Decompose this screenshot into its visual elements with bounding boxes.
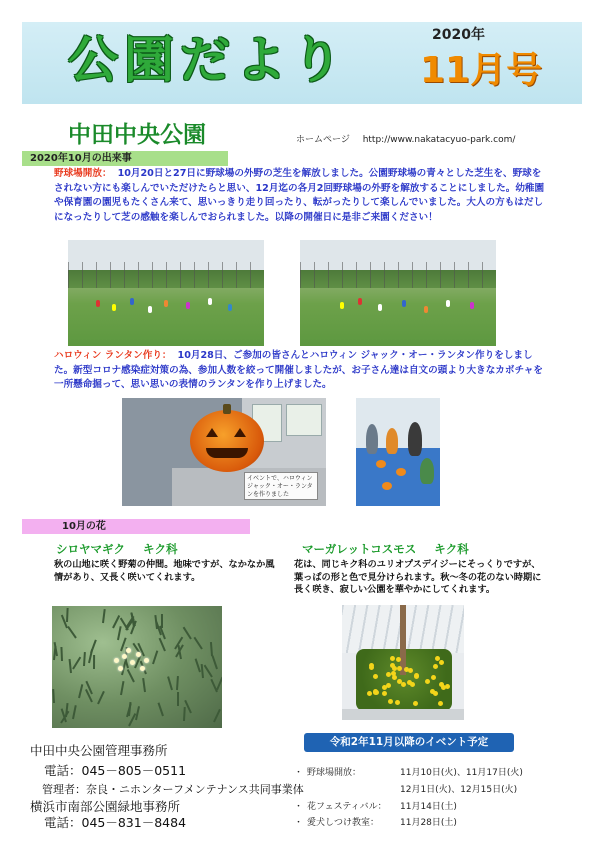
leaf-blade (78, 684, 83, 698)
flower-2-description: 花は、同じキク科のユリオプスデイジーにそっくりですが、葉っぱの形と色で見分けられます。秋～冬の花のない時期に長く咲き、寂しい公園を華やかにしてくれます。 (294, 559, 542, 596)
event-2-bullet: ・ (294, 802, 304, 812)
yellow-flower (388, 699, 393, 704)
leaf-blade (120, 681, 124, 695)
yellow-flower (382, 691, 387, 696)
event-3-name: 愛犬しつけ教室： (307, 818, 380, 828)
event-1-bullet: ・ (294, 768, 304, 778)
leaf-blade (152, 651, 158, 665)
leaf-blade (67, 626, 77, 639)
leaf-blade (194, 658, 200, 672)
yellow-flower (397, 666, 402, 671)
white-flower (140, 666, 145, 671)
event-1-label (294, 765, 361, 778)
baseball-text: 10月20日と27日に野球場の外野の芝生を解放しました。公園野球場の青々とした芝生を、野球をされない方にも楽しんでいただけたらと思い、12月迄の各月2回野球場の外野を解放することにしました。幼稚園や保育園の園児もたくさん来て、思いっきり走り回ったり、転がったりして楽しんでいました。大人の方もはだしになったりして芝の感触を楽しんでおられました。以降の開催日に是非ご来園ください！ (54, 168, 545, 223)
leaf-blade (211, 655, 217, 669)
leaf-blade (72, 705, 77, 719)
leaf-blade (90, 639, 97, 653)
yellow-flower (386, 683, 391, 688)
leaf-blade (213, 709, 221, 723)
halloween-lead: ハロウィン ランタン作り： (54, 350, 172, 361)
office-manager: 管理者：奈良・ニホンターフメンテナンス共同事業体 (42, 783, 304, 796)
white-flower (118, 666, 123, 671)
leaf-blade (60, 647, 63, 661)
office-name-1: 中田中央公園管理事務所 (30, 743, 168, 758)
leaf-blade (117, 626, 122, 640)
event-3-label (294, 815, 379, 828)
event-3-bullet: ・ (294, 818, 304, 828)
baseball-field-photo-2 (300, 240, 496, 346)
event-1-name: 野球場開放： (307, 768, 362, 778)
flower-2-name: マーガレットコスモス (302, 542, 417, 556)
yellow-flower (413, 701, 418, 706)
leaf-blade (183, 626, 192, 639)
office-phone-1: 電話：045－805－0511 (44, 763, 187, 778)
leaf-blade (176, 676, 179, 690)
event-2-name: 花フェスティバル： (307, 802, 387, 812)
yellow-flower (391, 671, 396, 676)
yellow-flower (433, 691, 438, 696)
leaf-blade (177, 692, 179, 706)
flower-2-title (302, 541, 469, 557)
lantern-workshop-photo (356, 398, 440, 506)
leaf-blade (157, 702, 163, 716)
leaf-blade (142, 678, 146, 692)
white-flower (126, 648, 131, 653)
yellow-flower (386, 672, 391, 677)
halloween-text: 10月28日、ご参加の皆さんとハロウィン ジャック・オー・ランタン作りをしました。新型コロナ感染症対策の為、参加人数を絞って開催しましたが、お子さん達は自文の頭より大きなカボチャを一所懸命掘って、思い思いの表情のランタンを作り上げました。 (54, 350, 543, 391)
leaf-blade (193, 637, 202, 650)
office-name-2: 横浜市南部公園緑地事務所 (30, 799, 181, 814)
office-phone-2: 電話：045－831－8484 (44, 815, 187, 830)
leaf-blade (216, 677, 222, 691)
shiroyamagiku-photo (52, 606, 222, 728)
homepage-label: ホームページ (296, 135, 350, 145)
leaf-blade (167, 677, 173, 691)
event-2-label (294, 799, 387, 812)
homepage-link[interactable]: http://www.nakatacyuo-park.com/ (362, 135, 516, 145)
leaf-blade (97, 691, 105, 705)
halloween-paragraph (54, 349, 548, 393)
white-flower (122, 654, 127, 659)
leaf-blade (183, 707, 186, 721)
section-heading-flowers: 10月の花 (22, 519, 250, 534)
issue-month: 11月号 (420, 50, 543, 91)
leaf-blade (154, 615, 158, 629)
yellow-flower (401, 682, 406, 687)
lantern-caption-card: イベントで、ハロウィン ジャック・オー・ランタンを作りました (244, 472, 318, 500)
baseball-paragraph (54, 167, 548, 225)
leaf-blade (209, 642, 212, 656)
flower-1-description: 秋の山地に咲く野菊の仲間。地味ですが、なかなか風情があり、又長く咲いてくれます。 (54, 559, 275, 583)
flower-1-family: キク科 (143, 542, 178, 556)
leaf-blade (158, 638, 165, 652)
leaf-blade (66, 608, 69, 622)
yellow-flower (373, 674, 378, 679)
leaf-blade (53, 689, 56, 703)
baseball-field-photo-1 (68, 240, 264, 346)
baseball-lead: 野球場開放： (54, 168, 112, 179)
flower-1-name: シロヤマギク (56, 542, 125, 556)
leaf-blade (72, 656, 81, 669)
margaret-cosmos-photo (342, 605, 464, 720)
issue-year: 2020年 (432, 27, 485, 43)
yellow-flower (445, 684, 450, 689)
events-heading-badge: 令和2年11月以降のイベント予定 (304, 733, 514, 752)
park-name: 中田中央公園 (68, 122, 206, 148)
yellow-flower (396, 657, 401, 662)
white-flower (114, 658, 119, 663)
event-3-date: 11月28日(土) (400, 818, 457, 828)
leaf-blade (69, 659, 72, 673)
yellow-flower (431, 675, 436, 680)
newsletter-title: 公園だより (68, 31, 348, 89)
white-flower (136, 652, 141, 657)
yellow-flower (438, 701, 443, 706)
leaf-blade (204, 664, 213, 677)
homepage-line (296, 132, 515, 145)
white-flower (144, 658, 149, 663)
section-heading-october: 2020年10月の出来事 (22, 151, 228, 166)
flower-2-family: キク科 (434, 542, 469, 556)
yellow-flower (425, 679, 430, 684)
leaf-blade (127, 669, 135, 682)
leaf-blade (83, 652, 86, 666)
white-flower (130, 660, 135, 665)
yellow-flower (390, 663, 395, 668)
leaf-blade (93, 655, 95, 669)
event-1-date-2: 12月1日(火)、12月15日(火) (400, 785, 518, 795)
leaf-blade (102, 609, 106, 623)
event-1-date-1: 11月10日(火)、11月17日(火) (400, 768, 523, 778)
event-2-date: 11月14日(土) (400, 802, 457, 812)
yellow-flower (367, 691, 372, 696)
flower-1-title (56, 541, 178, 557)
